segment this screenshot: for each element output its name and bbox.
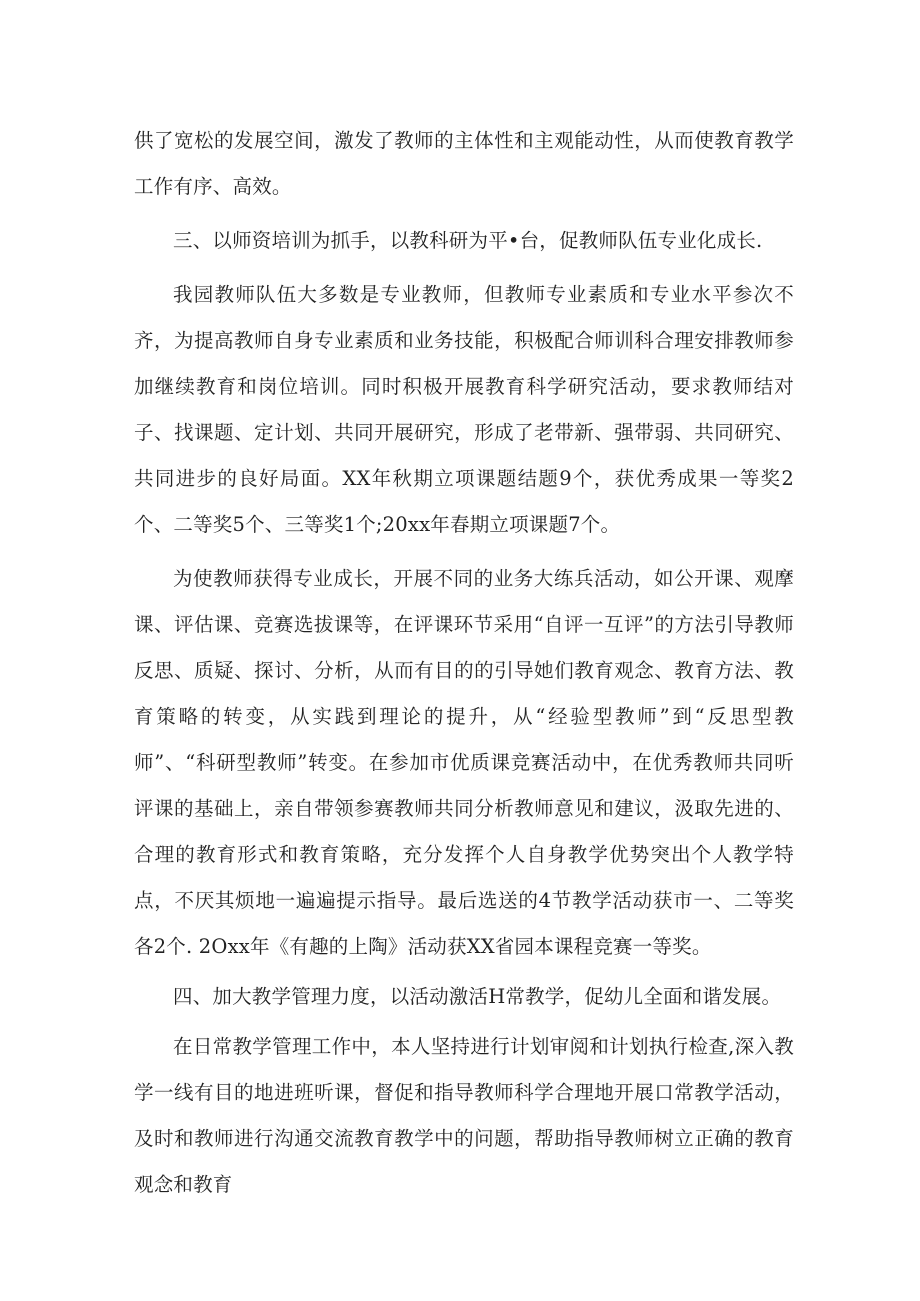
paragraph-teaching-management: 在日常教学管理工作中，本人坚持进行计划审阅和计划执行检查,深入教学一线有目的地进班听课，督促和指导教师科学合理地开展口常教学活动，及时和教师进行沟通交流教育教学中的问题，帮助指导教师树立正确的教育观念和教育 xyxy=(134,1035,794,1196)
document-page xyxy=(134,118,794,1208)
paragraph-teacher-training: 我园教师队伍大多数是专业教师，但教师专业素质和专业水平参次不齐，为提高教师自身专业素质和业务技能，积极配合师训科合理安排教师参加继续教育和岗位培训。同时积极开展教育科学研究活动，要求教师结对子、找课题、定计划、共同开展研究，形成了老带新、强带弱、共同研究、共同进步的良好局面。XX年秋期立项课题结题9个，获优秀成果一等奖2个、二等奖5个、三等奖1个;20xx年春期立项课题7个。 xyxy=(134,283,794,536)
section-heading-four: 四、加大教学管理力度，以活动激活H常教学，促幼儿全面和谐发展。 xyxy=(173,985,782,1008)
paragraph-professional-growth: 为使教师获得专业成长，开展不同的业务大练兵活动，如公开课、观摩课、评估课、竞赛选拔课等，在评课环节采用“自评一互评”的方法引导教师反思、质疑、探讨、分析，从而有目的的引导她们教育观念、教育方法、教育策略的转变，从实践到理论的提升，从“经验型教师”到“反思型教师”、“科研型教师”转变。在参加市优质课竞赛活动中，在优秀教师共同听评课的基础上，亲自带领参赛教师共同分析教师意见和建议，汲取先进的、合理的教育形式和教育策略，充分发挥个人自身教学优势突出个人教学特点，不厌其烦地一遍遍提示指导。最后选送的4节教学活动获市一、二等奖各2个. 2Oxx年《有趣的上陶》活动获XX省园本课程竞赛一等奖。 xyxy=(134,567,794,958)
paragraph-continuation: 供了宽松的发展空间，激发了教师的主体性和主观能动性，从而使教育教学工作有序、高效。 xyxy=(134,129,794,198)
section-heading-three: 三、以师资培训为抓手，以教科研为平•台，促教师队伍专业化成长. xyxy=(173,229,763,252)
